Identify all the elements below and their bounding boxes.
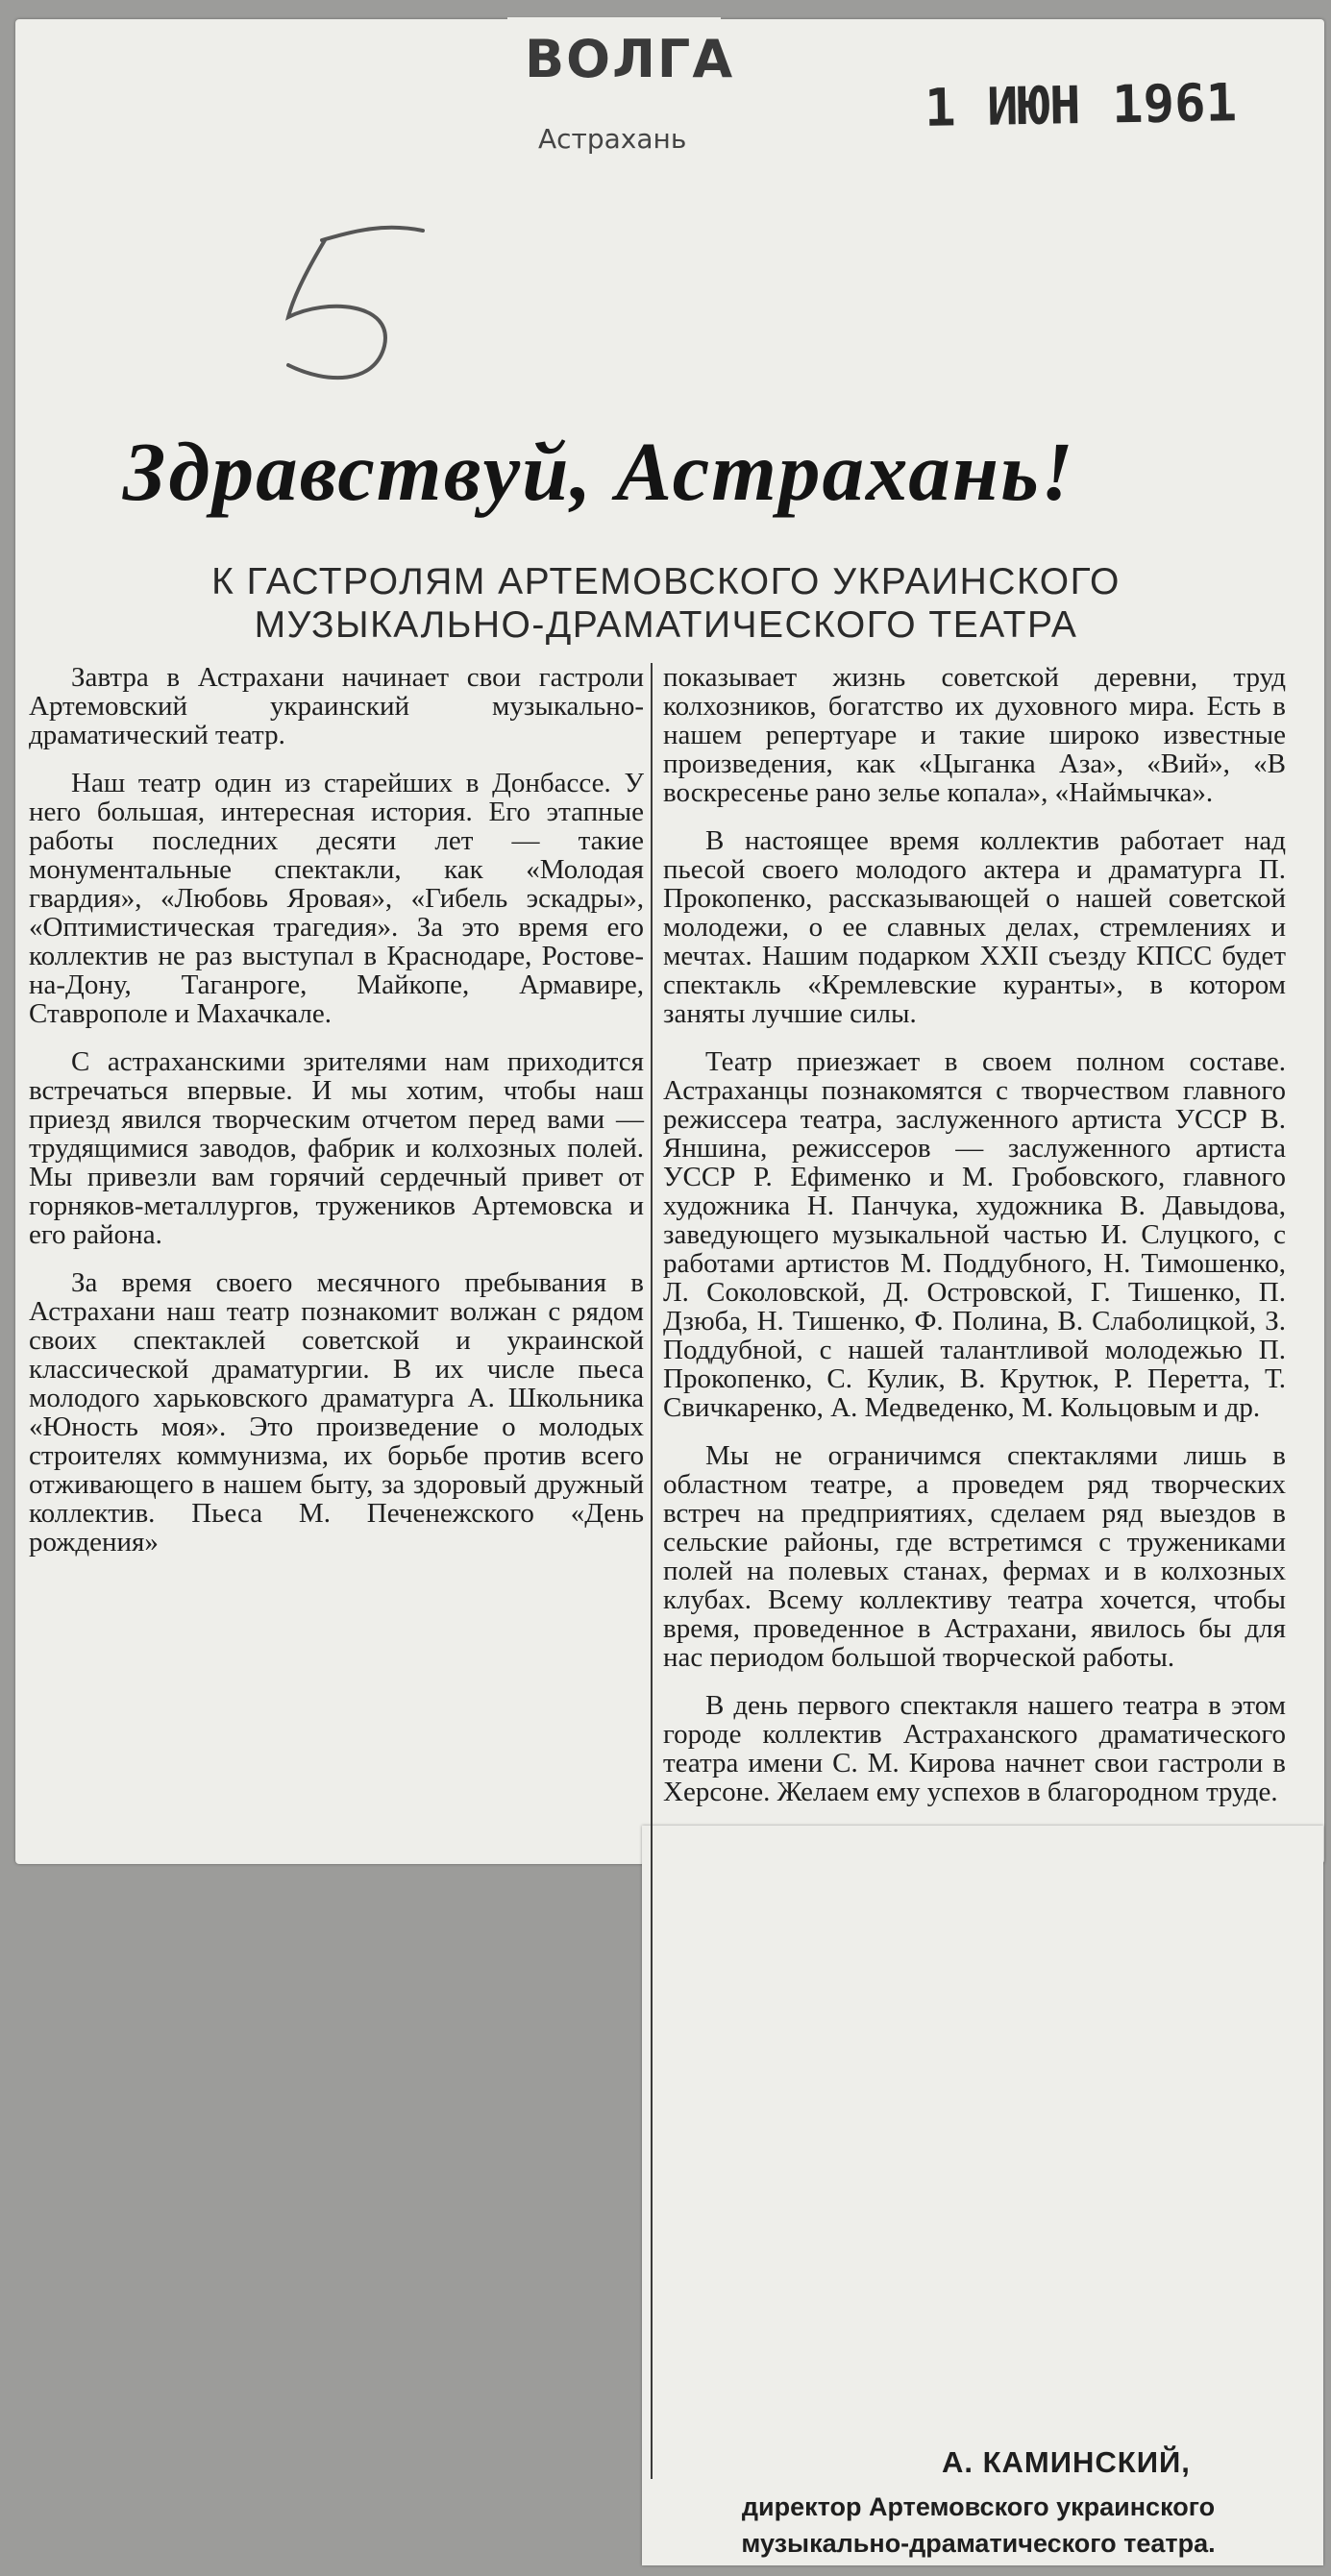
paragraph: Завтра в Астрахани начинает свои гастроли Артемовский украинский музыкально-драматический театр.	[29, 662, 644, 750]
pencil-mark-5	[269, 202, 461, 394]
newspaper-name: ВОЛГА	[525, 29, 735, 89]
article-headline: Здравствуй, Астрахань!	[123, 425, 1075, 518]
paragraph: Наш театр один из старейших в Донбассе. У него большая, интересная история. Его этапные работы последних десяти лет — такие монументальные спектакли, как «Молодая гвардия», «Любовь Яровая», «Гибель эскадры», «Оптимистическая трагедия». За это время его коллектив не раз выступал в Краснодаре, Ростове-на-Дону, Таганроге, Майкопе, Армавире, Ставрополе и Махачкале.	[29, 768, 644, 1029]
paragraph: За время своего месячного пребывания в Астрахани наш театр познакомит волжан с рядом своих спектаклей советской и украинской классической драматургии. В их числе пьеса молодого харьковского драматурга А. Школьника «Юность моя». Это произведение о молодых строителях коммунизма, их борьбе против всего отживающего в нашем быту, за здоровый дружный коллектив. Пьеса М. Печенежского «День рождения»	[29, 1267, 644, 1558]
right-column	[663, 663, 1286, 1826]
newspaper-city: Астрахань	[538, 123, 687, 155]
date-stamp: 1 ИЮН 1961	[924, 72, 1238, 138]
subhead-line-1: К ГАСТРОЛЯМ АРТЕМОВСКОГО УКРАИНСКОГО	[211, 561, 1121, 602]
author-position-line-2: музыкально-драматического театра.	[741, 2529, 1216, 2558]
left-column	[29, 663, 644, 1576]
paragraph: Театр приезжает в своем полном составе. Астраханцы познакомятся с творчеством главного режиссера театра, заслуженного артиста УССР В. Яншина, режиссеров — заслуженного артиста УССР Р. Ефименко и М. Гробовского, главного художника Н. Панчука, художника В. Давыдова, заведующего музыкальной частью И. Слуцкого, с работами артистов М. Поддубного, Н. Тимошенко, Л. Соколовской, Д. Островской, Г. Тишенко, П. Дзюба, Н. Тишенко, Ф. Полина, В. Слаболицкой, З. Поддубной, с нашей талантливой молодежью П. Прокопенко, С. Кулик, В. Крутюк, Р. Перетта, Т. Свичкаренко, А. Медведенко, М. Кольцовым и др.	[663, 1046, 1286, 1423]
author-position	[661, 2489, 1295, 2562]
paragraph: В настоящее время коллектив работает над пьесой своего молодого актера и драматурга П. Прокопенко, рассказывающей о нашей советской молодежи, о ее славных делах, стремлениях и мечтах. Нашим подарком XXII съезду КПСС будет спектакль «Кремлевские куранты», в котором заняты лучшие силы.	[663, 825, 1286, 1029]
paragraph: В день первого спектакля нашего театра в этом городе коллектив Астраханского драматического театра имени С. М. Кирова начнет свои гастроли в Херсоне. Желаем ему успехов в благородном труде.	[663, 1690, 1286, 1807]
column-divider	[651, 663, 653, 2479]
author-position-line-1: директор Артемовского украинского	[741, 2492, 1216, 2521]
author-signature: А. КАМИНСКИЙ,	[942, 2445, 1191, 2479]
paragraph: С астраханскими зрителями нам приходится встречаться впервые. И мы хотим, чтобы наш приезд явился творческим отчетом перед вами — трудящимися заводов, фабрик и колхозных полей. Мы привезли вам горячий сердечный привет от горняков-металлургов, тружеников Артемовска и его района.	[29, 1046, 644, 1250]
paragraph: Мы не ограничимся спектаклями лишь в областном театре, а проведем ряд творческих встреч на предприятиях, сделаем ряд выездов в сельские районы, где встретимся с тружениками полей на полевых станах, фермах и в колхозных клубах. Всему коллективу театра хочется, чтобы время, проведенное в Астрахани, явилось бы для нас периодом большой творческой работы.	[663, 1440, 1286, 1673]
article-subhead	[104, 560, 1228, 647]
paragraph-continuation: показывает жизнь советской деревни, труд колхозников, богатство их духовного мира. Есть в нашем репертуаре и такие широко известные произведения, как «Цыганка Аза», «Вий», «В воскресенье рано зелье копала», «Наймычка».	[663, 662, 1286, 808]
subhead-line-2: МУЗЫКАЛЬНО-ДРАМАТИЧЕСКОГО ТЕАТРА	[254, 604, 1078, 646]
